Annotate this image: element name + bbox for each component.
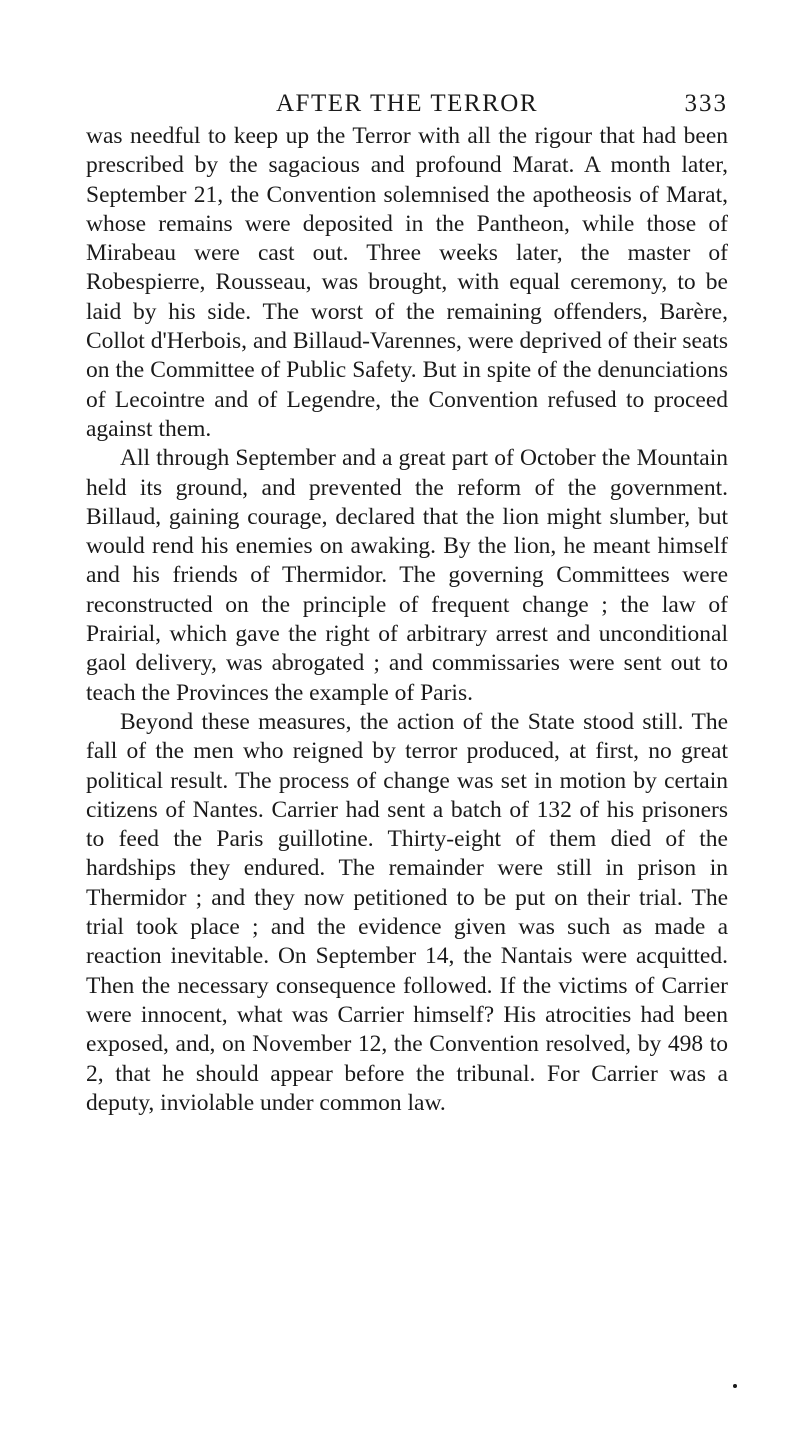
running-head — [86, 86, 728, 122]
paragraph-3: Beyond these measures, the action of the State stood still. The fall of the men who reigned by terror produced, at first, no great political result. The process of change was set in motion by certain citizens of Nantes. Carrier had sent a batch of 132 of his prisoners to feed the Paris guillotine. Thirty-eight of them died of the hardships they endured. The remainder were still in prison in Thermidor ; and they now petitioned to be put on their trial. The trial took place ; and the evidence given was such as made a reaction inevitable. On September 14, the Nantais were acquitted. Then the necessary consequence followed. If the victims of Carrier were innocent, what was Carrier himself? His atrocities had been exposed, and, on November 12, the Convention resolved, by 498 to 2, that he should appear before the tribunal. For Carrier was a deputy, inviolable under common law. — [86, 708, 728, 1116]
ink-speck — [733, 1384, 737, 1388]
body-text — [86, 122, 728, 1118]
running-title: AFTER THE TERROR — [276, 90, 538, 117]
paragraph-1: was needful to keep up the Terror with all the rigour that had been prescribed by the sagacious and profound Marat. A month later, September 21, the Convention solemnised the apotheosis of Marat, whose remains were deposited in the Pantheon, while those of Mirabeau were cast out. Three weeks later, the master of Robespierre, Rousseau, was brought, with equal ceremony, to be laid by his side. The worst of the remaining offenders, Barère, Collot d'Herbois, and Billaud-Varennes, were deprived of their seats on the Committee of Public Safety. But in spite of the denunciations of Lecointre and of Legendre, the Convention refused to proceed against them. — [86, 123, 728, 442]
page-number: 333 — [684, 90, 728, 117]
paragraph-2: All through September and a great part of October the Mountain held its ground, and prevented the reform of the government. Billaud, gaining courage, declared that the lion might slumber, but would rend his enemies on awaking. By the lion, he meant himself and his friends of Thermidor. The governing Committees were reconstructed on the principle of frequent change ; the law of Prairial, which gave the right of arbitrary arrest and unconditional gaol delivery, was abrogated ; and commissaries were sent out to teach the Provinces the example of Paris. — [86, 445, 728, 706]
book-page — [86, 86, 728, 1118]
